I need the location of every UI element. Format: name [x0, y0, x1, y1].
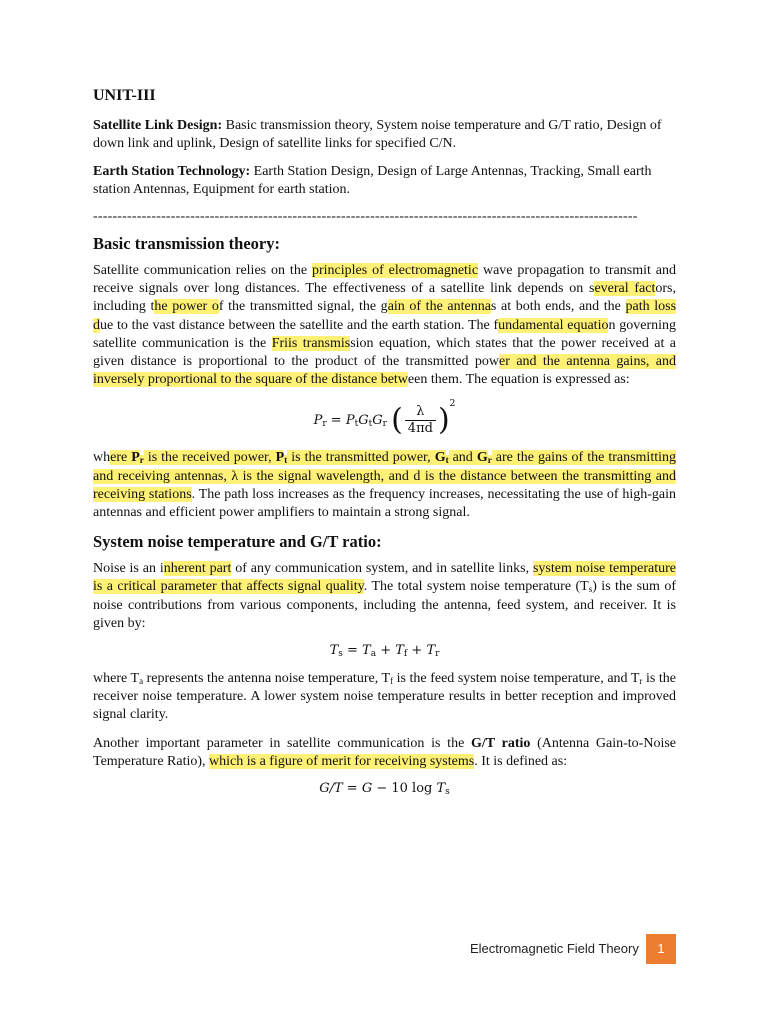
text-run: s	[588, 584, 593, 595]
text-run: represents the antenna noise temperature, T	[143, 671, 391, 687]
highlighted-text: Friis transmis	[271, 335, 351, 351]
highlighted-text: and	[448, 450, 477, 466]
highlighted-text: ain of the antenna	[387, 299, 491, 315]
highlighted-text: undamental equatio	[498, 317, 609, 333]
text-run: f	[390, 676, 394, 687]
text-run: of any communication system, and in satellite links,	[231, 561, 533, 577]
text-run: ue to the vast distance between the satellite and the earth station. The f	[100, 317, 499, 333]
text-run: . The path loss increases as the frequency increases, necessitating the use of high-gain antennas and efficient power amplifiers to maintain a strong signal.	[93, 486, 676, 521]
highlighted-text: P	[131, 450, 140, 466]
highlighted-text: he power o	[154, 299, 219, 315]
highlighted-text: is the received power,	[143, 450, 276, 466]
section-divider: ----------------------------------------------------------------------------------------------------------------	[93, 209, 638, 224]
gt-ratio-equation: G/T = G − 10 $\log T_s$	[319, 781, 450, 798]
text-run: wh	[93, 450, 111, 466]
highlighted-text: ere	[110, 450, 132, 466]
highlighted-text: r	[487, 455, 492, 466]
paragraph-equation-terms	[93, 449, 676, 522]
text-run: ) is the sum of noise contributions from various components, including the antenna, feed system, and receiver. It is given by:	[93, 579, 676, 631]
text-run: ors, including t	[93, 281, 676, 315]
highlighted-text: principles of electromagnetic	[311, 263, 479, 278]
text-run: . It is defined as:	[474, 753, 568, 769]
highlighted-text: t	[445, 455, 449, 466]
highlighted-text: G	[476, 450, 488, 466]
highlighted-text: G	[434, 450, 446, 466]
text-run: where T	[93, 671, 140, 687]
paragraph-gt-ratio	[93, 735, 676, 771]
highlighted-text: is the transmitted power,	[287, 450, 435, 466]
highlighted-text: which is a figure of merit for receiving systems	[209, 753, 475, 769]
syllabus-text: Earth Station Design, Design of Large Antennas, Tracking, Small earth station Antennas, Equipment for earth station.	[93, 164, 652, 197]
page-number-badge: 1	[646, 934, 676, 964]
text-run: f the transmitted signal, the g	[218, 299, 388, 315]
highlighted-text: P	[275, 450, 285, 466]
unit-title: UNIT-III	[93, 87, 156, 104]
text-run: (Antenna Gain-to-Noise Temperature Ratio),	[93, 735, 676, 769]
text-run: n governing satellite communication is the	[93, 317, 676, 351]
page-footer	[470, 934, 676, 964]
text-run: is the feed system noise temperature, and T	[393, 671, 640, 687]
text-run: Satellite communication relies on the	[93, 263, 312, 278]
text-run: wave propagation to transmit and receive signals over long distances. The effectiveness of a satellite link depends on s	[93, 263, 676, 297]
paragraph-transmission-intro	[93, 262, 676, 389]
highlighted-text: everal fact	[594, 281, 656, 297]
paragraph-noise-terms	[93, 670, 676, 725]
section-heading-transmission: Basic transmission theory:	[93, 234, 280, 253]
paragraph-noise-intro	[93, 560, 676, 633]
highlighted-text: t	[284, 455, 288, 466]
highlighted-text: system noise temperature is a critical parameter that affects signal quality	[93, 561, 676, 595]
highlighted-text: er and the antenna gains, and inversely proportional to the square of the distance betw	[93, 354, 676, 388]
highlighted-text: r	[139, 455, 144, 466]
text-run: Another important parameter in satellite communication is the	[93, 735, 472, 751]
footer-title: Electromagnetic Field Theory	[470, 941, 639, 956]
noise-temperature-equation: $T_s = T_a + T_f + T_r$	[329, 643, 440, 660]
syllabus-text: Basic transmission theory, System noise temperature and G/T ratio, Design of down link and uplink, Design of satellite links for specified C/N.	[93, 118, 662, 151]
text-run: r	[639, 676, 643, 687]
text-run: s at both ends, and the	[490, 299, 626, 315]
text-run: G/T ratio	[471, 735, 531, 751]
section-heading-noise: System noise temperature and G/T ratio:	[93, 532, 382, 552]
syllabus-label: Earth Station Technology:	[93, 164, 251, 179]
highlighted-text: nherent part	[163, 561, 232, 577]
syllabus-link-design	[93, 117, 676, 153]
text-run: a	[139, 676, 144, 687]
wavelength-fraction: $\frac{\lambda}{4\pi d}$	[405, 404, 436, 437]
text-run: een them. The equation is expressed as:	[407, 372, 630, 388]
highlighted-text: are the gains of the transmitting and receiving antennas, λ is the signal wavelength, and d is the distance between the transmitting and receiving stations	[93, 450, 676, 502]
text-run: is the receiver noise temperature. A lower system noise temperature results in better reception and improved signal clarity.	[93, 671, 676, 723]
text-run: sion equation, which states that the power received at a given distance is proportional to the product of the transmitted pow	[93, 335, 677, 370]
text-run: Noise is an i	[93, 561, 164, 577]
text-run: . The total system noise temperature (T	[363, 579, 589, 595]
highlighted-text: path loss d	[93, 299, 677, 333]
syllabus-label: Satellite Link Design:	[93, 118, 223, 133]
document-page	[93, 86, 676, 808]
syllabus-earth-station	[93, 163, 676, 199]
friis-equation: $P_r = P_tG_tG_r$ ( $\frac{\lambda}{4\pi d}$ )$^2$	[313, 399, 456, 438]
